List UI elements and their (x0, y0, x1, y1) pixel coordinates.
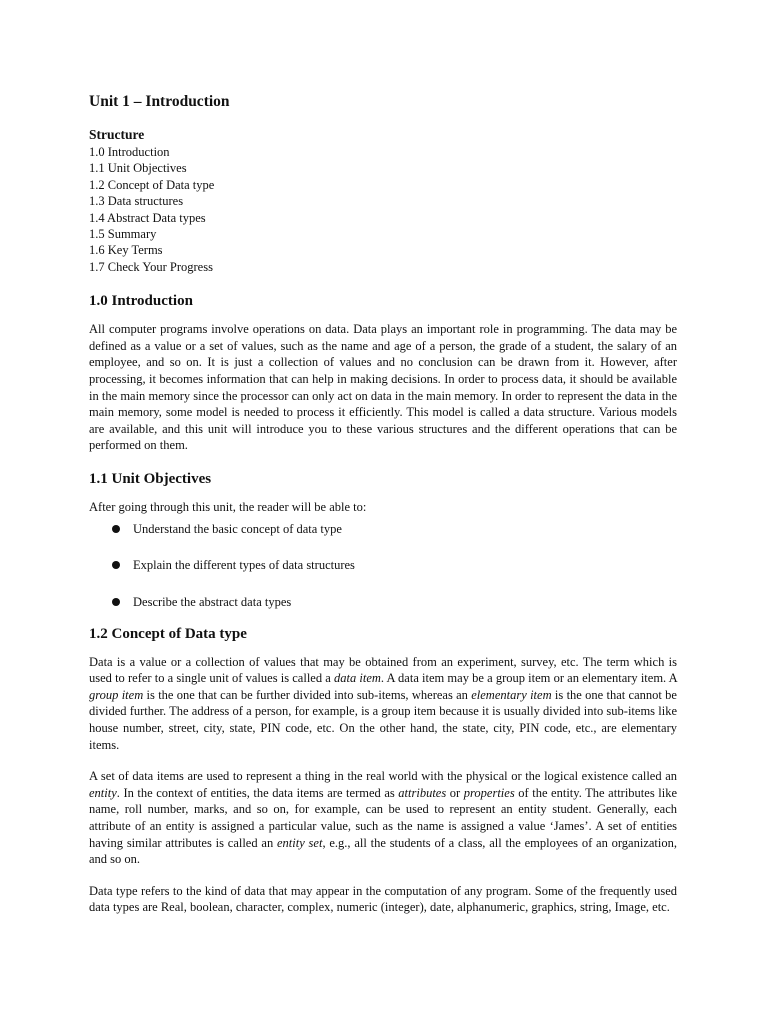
document-page (89, 92, 677, 931)
text-run: is the one that can be further divided into sub-items, whereas an (143, 687, 472, 702)
structure-item: 1.3 Data structures (89, 194, 184, 209)
term-data-item: data item (334, 671, 381, 686)
structure-heading: Structure (89, 127, 145, 142)
objective-item (89, 557, 677, 573)
structure-item: 1.4 Abstract Data types (89, 210, 206, 225)
term-group-item: group item (89, 687, 144, 702)
objective-item (89, 521, 677, 537)
concept-paragraph-2 (89, 768, 677, 868)
bullet-icon (112, 598, 120, 606)
concept-heading: 1.2 Concept of Data type (89, 625, 247, 642)
text-run: , e.g., all the students of a class, all the employees of an organization, and so on. (89, 835, 677, 867)
objectives-list (89, 521, 677, 610)
term-attributes: attributes (398, 785, 447, 800)
bullet-icon (112, 525, 120, 533)
structure-item: 1.6 Key Terms (89, 243, 163, 258)
term-entity: entity (89, 785, 117, 800)
text-run: Data is a value or a collection of values that may be obtained from an experiment, survey, etc. The term which is used to refer to a single unit of values is called a (89, 654, 677, 686)
unit-title: Unit 1 – Introduction (89, 93, 230, 110)
text-run: or (446, 785, 464, 800)
term-properties: properties (463, 785, 515, 800)
concept-paragraph-3: Data type refers to the kind of data that may appear in the computation of any program. Some of the frequently used data types are Real, boolean, character, complex, numeric (integer), date, alphanumeric, graphics, string, Image, etc. (89, 883, 677, 915)
structure-item: 1.1 Unit Objectives (89, 161, 187, 176)
structure-item: 1.7 Check Your Progress (89, 259, 213, 274)
objectives-lead: After going through this unit, the reader will be able to: (89, 500, 367, 514)
structure-item: 1.2 Concept of Data type (89, 177, 215, 192)
text-run: . A data item may be a group item or an elementary item. A (380, 671, 677, 686)
objective-text: Explain the different types of data structures (133, 558, 355, 573)
introduction-heading: 1.0 Introduction (89, 293, 193, 310)
concept-paragraph-1 (89, 654, 677, 754)
text-run: . In the context of entities, the data items are termed as (116, 785, 399, 800)
introduction-paragraph: All computer programs involve operations on data. Data plays an important role in programming. The data may be defined as a value or a set of values, such as the name and age of a person, the grade of a student, the salary of an employee, and so on. It is just a collection of values and no conclusion can be drawn from it. However, after processing, it becomes information that can help in making decisions. In order to process data, it should be available in the main memory since the processor can only act on data in the main memory. In order to represent the data in the main memory, some model is needed to process it efficiently. This model is called a data structure. Various models are available, and this unit will introduce you to these various structures and the different operations that can be performed on them. (89, 322, 677, 453)
text-run: of the entity. The attributes like name, roll number, marks, and so on, for example, can be used to represent an entity student. Generally, each attribute of an entity is assigned a particular value, such as the name is assigned a value ‘James’. A set of entities having similar attributes is called an (89, 785, 677, 850)
objective-text: Understand the basic concept of data type (133, 521, 342, 536)
text-run: A set of data items are used to represent a thing in the real world with the physical or the logical existence called an (89, 769, 677, 784)
objective-text: Describe the abstract data types (133, 594, 292, 609)
structure-item: 1.5 Summary (89, 227, 157, 242)
structure-list (89, 144, 677, 275)
bullet-icon (112, 561, 120, 569)
term-elementary-item: elementary item (471, 687, 552, 702)
structure-item: 1.0 Introduction (89, 145, 170, 159)
text-run: is the one that cannot be divided further. The address of a person, for example, is a group item because it is usually divided into sub-items like house number, street, city, state, PIN code, etc. On the other hand, the state, city, PIN code, etc., are elementary items. (89, 687, 677, 752)
term-entity-set: entity set (277, 835, 323, 850)
objectives-heading: 1.1 Unit Objectives (89, 471, 212, 487)
objective-item (89, 594, 677, 610)
